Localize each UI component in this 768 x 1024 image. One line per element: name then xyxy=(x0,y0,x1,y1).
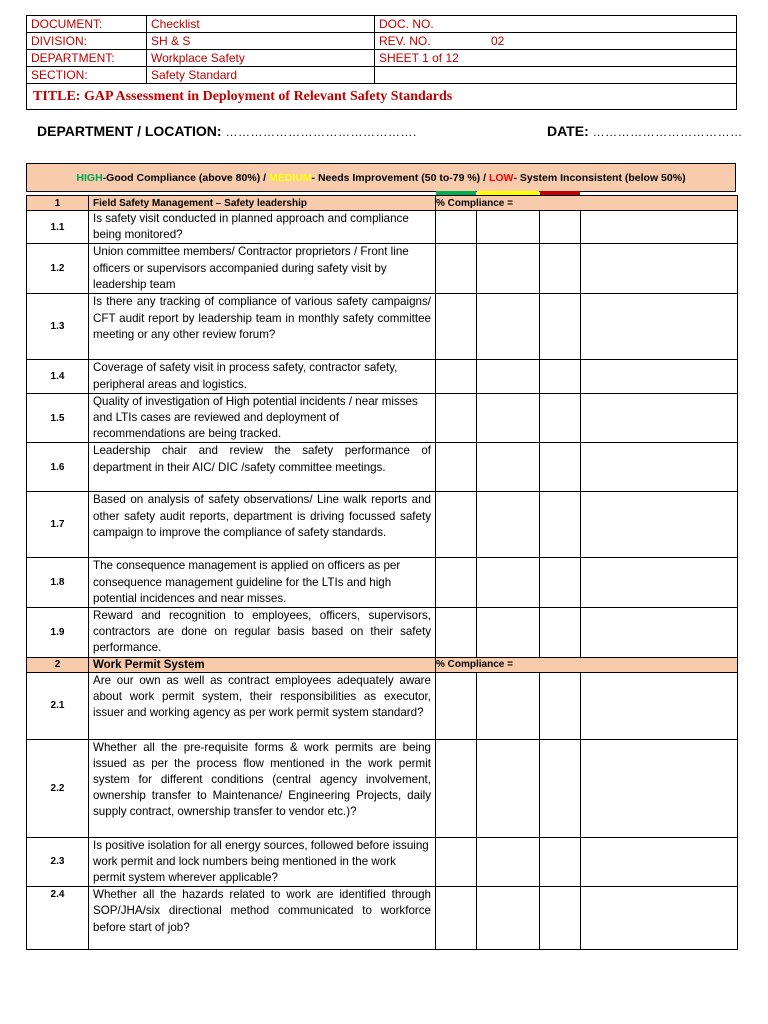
rev-no-label: REV. NO. xyxy=(379,34,431,48)
legend-high: HIGH xyxy=(76,171,103,184)
rating-cell-high[interactable] xyxy=(436,558,477,608)
table-row xyxy=(27,672,738,739)
compliance-legend xyxy=(26,163,736,192)
rating-cell-high[interactable] xyxy=(436,294,477,360)
document-header-table xyxy=(26,15,737,110)
item-number: 2.3 xyxy=(27,837,89,887)
rating-cell-high[interactable] xyxy=(436,492,477,558)
section-title: Work Permit System xyxy=(89,657,436,672)
compliance-label: % Compliance = xyxy=(436,196,738,211)
checklist-question: Union committee members/ Contractor proprietors / Front line officers or supervisors accompanied during safety visit by leadership team xyxy=(89,244,436,294)
department-value: Workplace Safety xyxy=(147,50,375,67)
date-label: DATE: xyxy=(547,123,589,139)
legend-medium: MEDIUM xyxy=(268,171,312,184)
table-row xyxy=(27,492,738,558)
table-row xyxy=(27,393,738,443)
rating-cell-low[interactable] xyxy=(540,492,581,558)
checklist-question: Is safety visit conducted in planned approach and compliance being monitored? xyxy=(89,211,436,244)
rating-cell-high[interactable] xyxy=(436,211,477,244)
rating-cell-medium[interactable] xyxy=(477,244,540,294)
rating-cell-low[interactable] xyxy=(540,672,581,739)
rating-cell-low[interactable] xyxy=(540,837,581,887)
rev-no-cell xyxy=(375,33,737,50)
remarks-cell[interactable] xyxy=(581,360,738,393)
rev-no-value: 02 xyxy=(491,34,505,48)
checklist-table xyxy=(26,195,738,950)
remarks-cell[interactable] xyxy=(581,887,738,950)
rating-cell-low[interactable] xyxy=(540,211,581,244)
remarks-cell[interactable] xyxy=(581,492,738,558)
remarks-cell[interactable] xyxy=(581,294,738,360)
checklist-question: Coverage of safety visit in process safety, contractor safety, peripheral areas and logistics. xyxy=(89,360,436,393)
rating-cell-medium[interactable] xyxy=(477,672,540,739)
item-number: 1.9 xyxy=(27,608,89,658)
section-title: Field Safety Management – Safety leadership xyxy=(89,196,436,211)
rating-cell-medium[interactable] xyxy=(477,360,540,393)
section-number: 1 xyxy=(27,196,89,211)
legend-high-text: -Good Compliance (above 80%) / xyxy=(102,171,269,184)
checklist-question: Is positive isolation for all energy sources, followed before issuing work permit and lock numbers being mentioned in the work permit system wherever applicable? xyxy=(89,837,436,887)
division-value: SH & S xyxy=(147,33,375,50)
rating-cell-medium[interactable] xyxy=(477,393,540,443)
remarks-cell[interactable] xyxy=(581,211,738,244)
item-number: 1.2 xyxy=(27,244,89,294)
legend-low: LOW xyxy=(488,171,514,184)
table-row xyxy=(27,443,738,492)
table-row xyxy=(27,887,738,950)
section-label: SECTION: xyxy=(27,67,147,84)
rating-cell-medium[interactable] xyxy=(477,608,540,658)
checklist-question: Quality of investigation of High potential incidents / near misses and LTIs cases are reviewed and deployment of recommendations are being tracked. xyxy=(89,393,436,443)
remarks-cell[interactable] xyxy=(581,608,738,658)
date-field[interactable] xyxy=(547,123,743,139)
document-value: Checklist xyxy=(147,16,375,33)
rating-cell-high[interactable] xyxy=(436,672,477,739)
item-number: 1.3 xyxy=(27,294,89,360)
rating-cell-high[interactable] xyxy=(436,887,477,950)
rating-cell-medium[interactable] xyxy=(477,887,540,950)
table-row xyxy=(27,360,738,393)
remarks-cell[interactable] xyxy=(581,672,738,739)
item-number: 2.1 xyxy=(27,672,89,739)
table-row xyxy=(27,608,738,658)
remarks-cell[interactable] xyxy=(581,443,738,492)
remarks-cell[interactable] xyxy=(581,558,738,608)
rating-cell-high[interactable] xyxy=(436,360,477,393)
compliance-label: % Compliance = xyxy=(436,657,738,672)
rating-cell-low[interactable] xyxy=(540,244,581,294)
section-header-row xyxy=(27,196,738,211)
rating-cell-low[interactable] xyxy=(540,887,581,950)
table-row xyxy=(27,837,738,887)
legend-low-text: - System Inconsistent (below 50%) xyxy=(513,171,686,184)
item-number: 1.1 xyxy=(27,211,89,244)
rating-cell-medium[interactable] xyxy=(477,558,540,608)
department-location-label: DEPARTMENT / LOCATION: xyxy=(37,123,222,139)
rating-cell-high[interactable] xyxy=(436,837,477,887)
item-number: 1.6 xyxy=(27,443,89,492)
rating-cell-high[interactable] xyxy=(436,739,477,837)
checklist-question: Whether all the hazards related to work are identified through SOP/JHA/six directional method communicated to workforce before start of job? xyxy=(89,887,436,950)
checklist-question: Based on analysis of safety observations/ Line walk reports and other safety audit reports, department is driving focussed safety campaign to improve the compliance of safety standards. xyxy=(89,492,436,558)
checklist-question: Reward and recognition to employees, officers, supervisors, contractors are done on regular basis based on their safety performance. xyxy=(89,608,436,658)
rating-cell-medium[interactable] xyxy=(477,492,540,558)
rating-cell-high[interactable] xyxy=(436,443,477,492)
remarks-cell[interactable] xyxy=(581,739,738,837)
department-location-blank[interactable]: ………………………………………. xyxy=(225,125,417,139)
table-row xyxy=(27,294,738,360)
checklist-question: Is there any tracking of compliance of various safety campaigns/ CFT audit report by leadership team in monthly safety committee meeting or any other review forum? xyxy=(89,294,436,360)
item-number: 2.4 xyxy=(27,887,89,950)
rating-cell-medium[interactable] xyxy=(477,443,540,492)
document-title: TITLE: GAP Assessment in Deployment of Relevant Safety Standards xyxy=(27,84,737,110)
remarks-cell[interactable] xyxy=(581,244,738,294)
item-number: 1.4 xyxy=(27,360,89,393)
checklist-question: Are our own as well as contract employees adequately aware about work permit system, their responsibilities as executor, issuer and working agency as per work permit system standard? xyxy=(89,672,436,739)
rating-cell-low[interactable] xyxy=(540,443,581,492)
section-number: 2 xyxy=(27,657,89,672)
rating-cell-low[interactable] xyxy=(540,393,581,443)
rating-cell-high[interactable] xyxy=(436,393,477,443)
rating-cell-low[interactable] xyxy=(540,608,581,658)
sheet-number: SHEET 1 of 12 xyxy=(375,50,737,67)
checklist-question: The consequence management is applied on officers as per consequence management guideline for the LTIs and high potential incidences and near misses. xyxy=(89,558,436,608)
item-number: 2.2 xyxy=(27,739,89,837)
item-number: 1.5 xyxy=(27,393,89,443)
doc-no: DOC. NO. xyxy=(375,16,737,33)
remarks-cell[interactable] xyxy=(581,837,738,887)
division-label: DIVISION: xyxy=(27,33,147,50)
legend-medium-text: - Needs Improvement (50 to-79 %) / xyxy=(311,171,489,184)
checklist-question: Leadership chair and review the safety performance of department in their AIC/ DIC /safety committee meetings. xyxy=(89,443,436,492)
section-value: Safety Standard xyxy=(147,67,375,84)
rating-cell-low[interactable] xyxy=(540,294,581,360)
table-row xyxy=(27,558,738,608)
section-header-row xyxy=(27,657,738,672)
table-row xyxy=(27,211,738,244)
rating-cell-high[interactable] xyxy=(436,608,477,658)
rating-cell-medium[interactable] xyxy=(477,739,540,837)
rating-cell-medium[interactable] xyxy=(477,294,540,360)
empty-header-cell xyxy=(375,67,737,84)
rating-cell-medium[interactable] xyxy=(477,211,540,244)
item-number: 1.8 xyxy=(27,558,89,608)
rating-cell-low[interactable] xyxy=(540,360,581,393)
rating-cell-high[interactable] xyxy=(436,244,477,294)
rating-cell-low[interactable] xyxy=(540,558,581,608)
date-blank[interactable]: ……………………………… xyxy=(592,125,743,139)
checklist-question: Whether all the pre-requisite forms & work permits are being issued as per the process flow mentioned in the work permit system for different conditions (central agency involvement, ownership transfer to Maintenance/ Engineering Projects, daily supply contract, ownership transfer to vendor etc.)? xyxy=(89,739,436,837)
table-row xyxy=(27,244,738,294)
table-row xyxy=(27,739,738,837)
item-number: 1.7 xyxy=(27,492,89,558)
department-label: DEPARTMENT: xyxy=(27,50,147,67)
document-label: DOCUMENT: xyxy=(27,16,147,33)
rating-cell-medium[interactable] xyxy=(477,837,540,887)
remarks-cell[interactable] xyxy=(581,393,738,443)
department-location-field[interactable] xyxy=(37,123,417,139)
rating-cell-low[interactable] xyxy=(540,739,581,837)
